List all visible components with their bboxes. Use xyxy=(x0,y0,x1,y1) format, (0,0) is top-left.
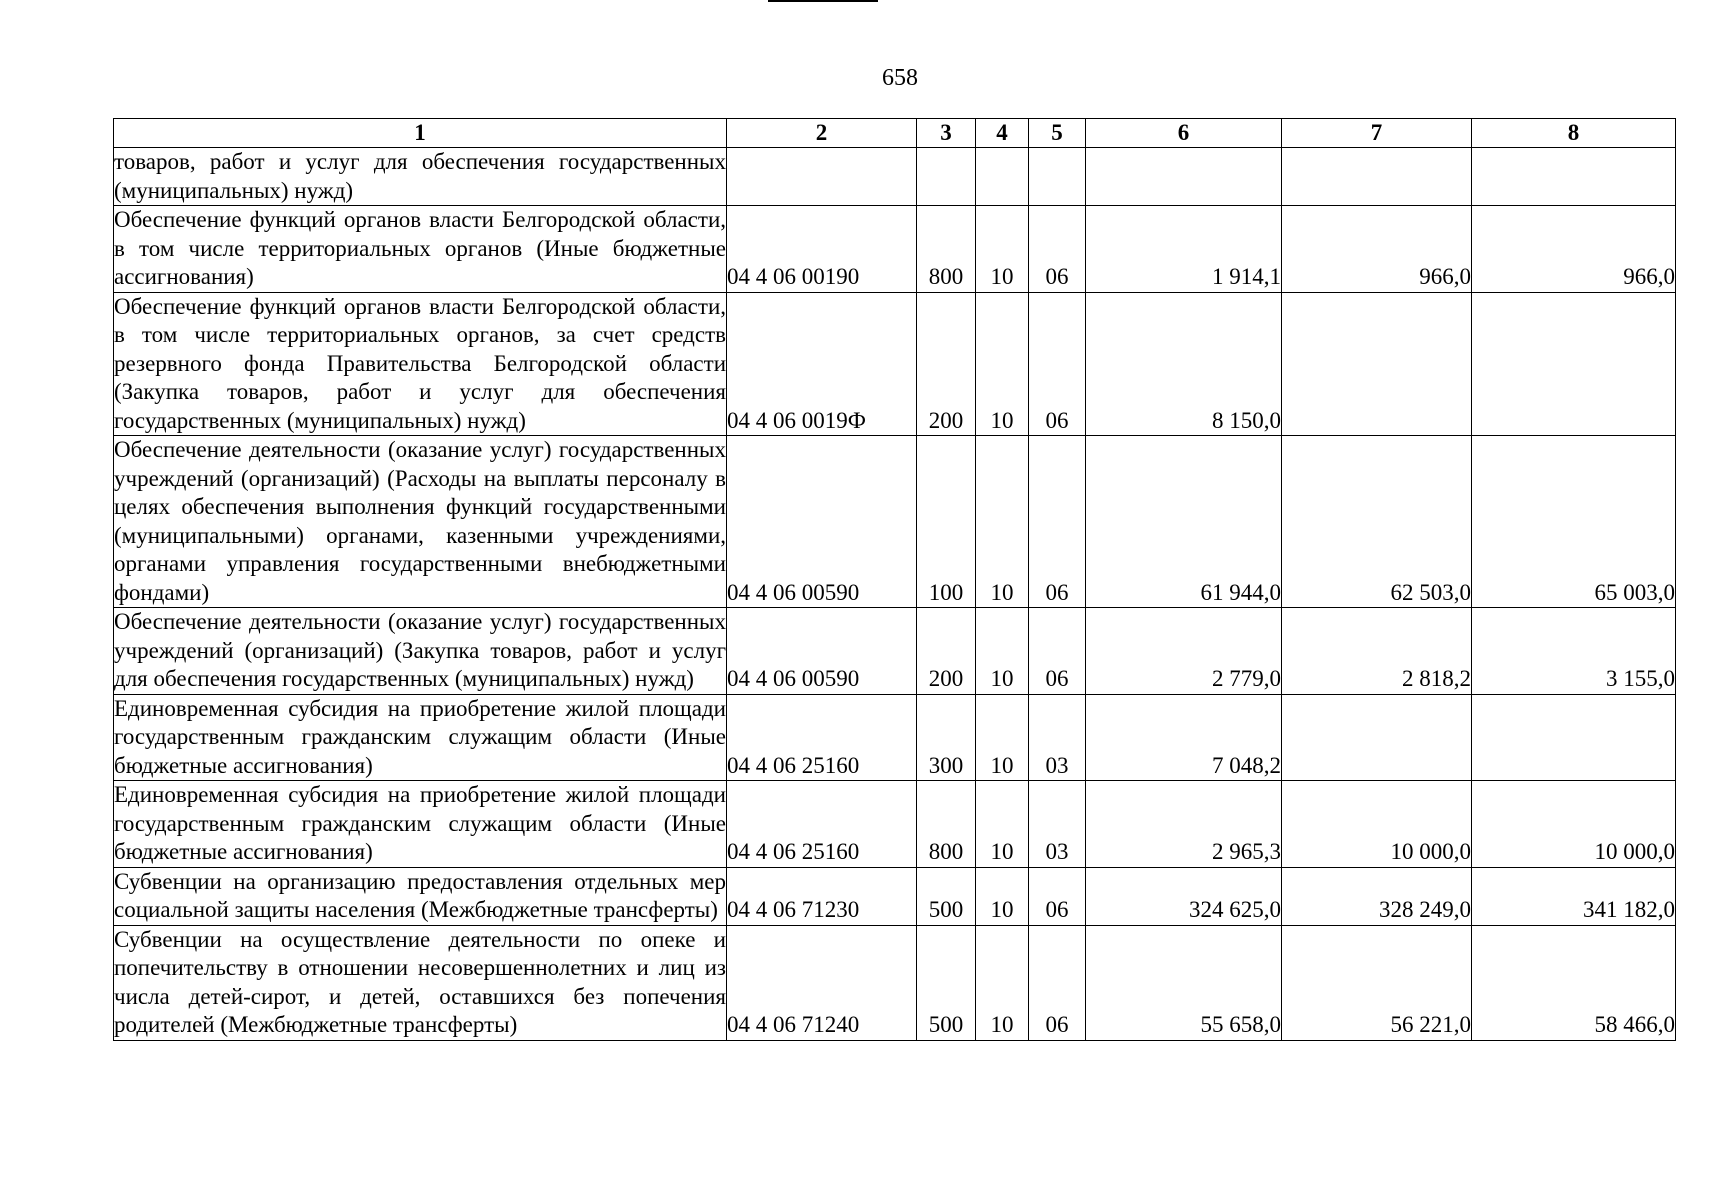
row-value-3 xyxy=(1472,694,1676,781)
row-expense-type: 200 xyxy=(917,608,976,695)
row-subsection: 06 xyxy=(1029,867,1086,925)
row-value-1: 1 914,1 xyxy=(1086,206,1282,293)
row-section: 10 xyxy=(976,436,1029,608)
row-section: 10 xyxy=(976,608,1029,695)
row-value-1: 55 658,0 xyxy=(1086,925,1282,1040)
table-row xyxy=(114,781,1676,868)
row-description: Субвенции на организацию предоставления отдельных мер социальной защиты населения (Межбюджетные трансферты) xyxy=(114,867,727,925)
row-subsection: 06 xyxy=(1029,608,1086,695)
row-expense-type: 300 xyxy=(917,694,976,781)
row-subsection xyxy=(1029,148,1086,206)
row-expense-type: 100 xyxy=(917,436,976,608)
header-row xyxy=(114,119,1676,148)
row-subsection: 03 xyxy=(1029,694,1086,781)
row-code: 04 4 06 71240 xyxy=(727,925,917,1040)
row-code: 04 4 06 00590 xyxy=(727,436,917,608)
row-value-1: 61 944,0 xyxy=(1086,436,1282,608)
header-col-1: 1 xyxy=(114,119,727,148)
table-row xyxy=(114,608,1676,695)
row-section xyxy=(976,148,1029,206)
row-value-3: 3 155,0 xyxy=(1472,608,1676,695)
row-description: Обеспечение деятельности (оказание услуг) государственных учреждений (организаций) (Расходы на выплаты персоналу в целях обеспечения выполнения функций государственными (муниципальными) органами, казенными учреждениями, органами управления государственными внебюджетными фондами) xyxy=(114,436,727,608)
row-subsection: 03 xyxy=(1029,781,1086,868)
row-section: 10 xyxy=(976,867,1029,925)
row-value-1: 2 965,3 xyxy=(1086,781,1282,868)
row-code xyxy=(727,148,917,206)
row-code: 04 4 06 00590 xyxy=(727,608,917,695)
row-value-3: 65 003,0 xyxy=(1472,436,1676,608)
row-expense-type: 500 xyxy=(917,925,976,1040)
row-value-2 xyxy=(1282,148,1472,206)
table-row xyxy=(114,694,1676,781)
row-value-2: 2 818,2 xyxy=(1282,608,1472,695)
row-code: 04 4 06 71230 xyxy=(727,867,917,925)
row-section: 10 xyxy=(976,694,1029,781)
row-expense-type xyxy=(917,148,976,206)
row-value-3: 10 000,0 xyxy=(1472,781,1676,868)
row-expense-type: 200 xyxy=(917,292,976,436)
row-section: 10 xyxy=(976,292,1029,436)
table-row xyxy=(114,867,1676,925)
row-subsection: 06 xyxy=(1029,292,1086,436)
row-value-3 xyxy=(1472,292,1676,436)
row-subsection: 06 xyxy=(1029,925,1086,1040)
header-col-3: 3 xyxy=(917,119,976,148)
table-row xyxy=(114,292,1676,436)
row-description: Обеспечение деятельности (оказание услуг) государственных учреждений (организаций) (Закупка товаров, работ и услуг для обеспечения государственных (муниципальных) нужд) xyxy=(114,608,727,695)
table-row xyxy=(114,925,1676,1040)
header-col-6: 6 xyxy=(1086,119,1282,148)
row-value-1: 7 048,2 xyxy=(1086,694,1282,781)
row-description: Субвенции на осуществление деятельности по опеке и попечительству в отношении несовершеннолетних и лиц из числа детей-сирот, и детей, оставшихся без попечения родителей (Межбюджетные трансферты) xyxy=(114,925,727,1040)
row-value-3 xyxy=(1472,148,1676,206)
row-value-1: 2 779,0 xyxy=(1086,608,1282,695)
row-description: Единовременная субсидия на приобретение жилой площади государственным гражданским служащим области (Иные бюджетные ассигнования) xyxy=(114,694,727,781)
row-subsection: 06 xyxy=(1029,436,1086,608)
row-value-2: 62 503,0 xyxy=(1282,436,1472,608)
row-value-1: 8 150,0 xyxy=(1086,292,1282,436)
budget-table xyxy=(113,118,1676,1041)
row-section: 10 xyxy=(976,925,1029,1040)
row-code: 04 4 06 00190 xyxy=(727,206,917,293)
header-col-4: 4 xyxy=(976,119,1029,148)
header-col-7: 7 xyxy=(1282,119,1472,148)
table-row xyxy=(114,148,1676,206)
row-section: 10 xyxy=(976,781,1029,868)
row-expense-type: 800 xyxy=(917,206,976,293)
row-value-1 xyxy=(1086,148,1282,206)
top-rule xyxy=(768,0,878,2)
row-value-2 xyxy=(1282,292,1472,436)
row-expense-type: 800 xyxy=(917,781,976,868)
row-section: 10 xyxy=(976,206,1029,293)
row-value-1: 324 625,0 xyxy=(1086,867,1282,925)
header-col-8: 8 xyxy=(1472,119,1676,148)
row-code: 04 4 06 0019Ф xyxy=(727,292,917,436)
row-description: товаров, работ и услуг для обеспечения государственных (муниципальных) нужд) xyxy=(114,148,727,206)
row-value-3: 966,0 xyxy=(1472,206,1676,293)
row-description: Обеспечение функций органов власти Белгородской области, в том числе территориальных органов (Иные бюджетные ассигнования) xyxy=(114,206,727,293)
row-code: 04 4 06 25160 xyxy=(727,781,917,868)
row-value-2: 56 221,0 xyxy=(1282,925,1472,1040)
row-value-2 xyxy=(1282,694,1472,781)
row-expense-type: 500 xyxy=(917,867,976,925)
row-value-3: 58 466,0 xyxy=(1472,925,1676,1040)
header-col-5: 5 xyxy=(1029,119,1086,148)
row-description: Обеспечение функций органов власти Белгородской области, в том числе территориальных органов, за счет средств резервного фонда Правительства Белгородской области (Закупка товаров, работ и услуг для обеспечения государственных (муниципальных) нужд) xyxy=(114,292,727,436)
table-row xyxy=(114,206,1676,293)
row-code: 04 4 06 25160 xyxy=(727,694,917,781)
table-row xyxy=(114,436,1676,608)
row-value-2: 966,0 xyxy=(1282,206,1472,293)
row-value-3: 341 182,0 xyxy=(1472,867,1676,925)
header-col-2: 2 xyxy=(727,119,917,148)
page-number: 658 xyxy=(882,65,918,91)
row-value-2: 10 000,0 xyxy=(1282,781,1472,868)
row-subsection: 06 xyxy=(1029,206,1086,293)
row-value-2: 328 249,0 xyxy=(1282,867,1472,925)
row-description: Единовременная субсидия на приобретение жилой площади государственным гражданским служащим области (Иные бюджетные ассигнования) xyxy=(114,781,727,868)
